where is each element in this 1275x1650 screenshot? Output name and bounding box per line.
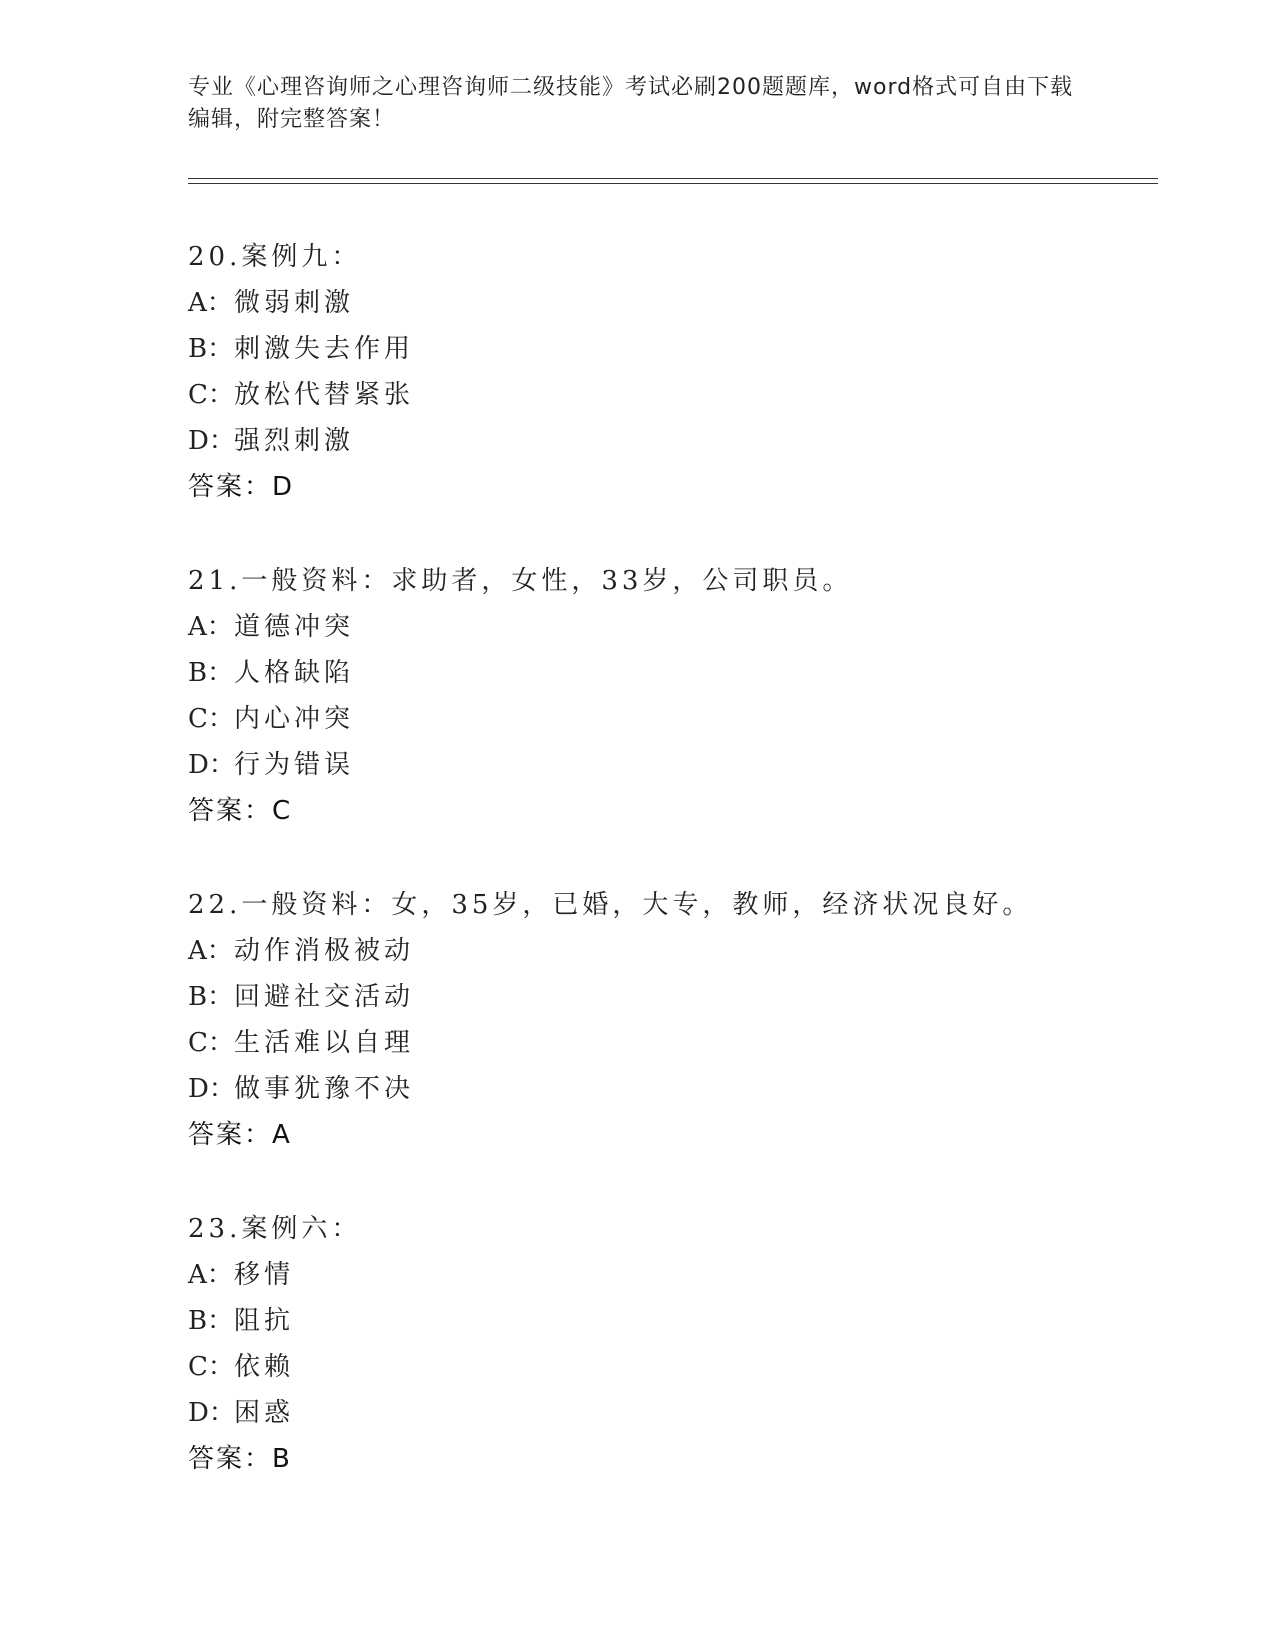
option-key: D： [188,426,235,456]
option-text: 行为错误 [234,750,355,780]
option-text: 道德冲突 [234,612,355,642]
option-c [188,696,1168,742]
answer-line: 答案：B [188,1444,292,1474]
option-text: 内心冲突 [234,704,355,734]
option-b [188,1298,1168,1344]
option-key: B： [188,1306,234,1336]
question-stem: 21.一般资料：求助者，女性，33岁，公司职员。 [188,566,853,596]
option-text: 阻抗 [234,1306,295,1336]
option-b [188,326,1168,372]
option-key: D： [188,1074,235,1104]
option-c [188,1344,1168,1390]
question-block [188,234,1168,510]
option-a [188,280,1168,326]
answer-line: 答案：C [188,796,293,826]
option-d [188,418,1168,464]
option-text: 依赖 [234,1352,295,1382]
option-text: 人格缺陷 [234,658,355,688]
option-key: A： [188,1260,233,1290]
option-d [188,1390,1168,1436]
option-text: 动作消极被动 [234,936,415,966]
question-stem: 23.案例六： [188,1214,362,1244]
option-text: 放松代替紧张 [234,380,415,410]
header-divider-bottom [188,183,1158,184]
question-block [188,882,1168,1158]
option-key: B： [188,658,234,688]
option-text: 移情 [234,1260,295,1290]
option-text: 生活难以自理 [234,1028,415,1058]
option-b [188,650,1168,696]
option-d [188,742,1168,788]
option-c [188,372,1168,418]
option-key: C： [188,1028,234,1058]
question-list [188,234,1168,1530]
option-text: 刺激失去作用 [234,334,415,364]
option-key: B： [188,982,234,1012]
option-text: 强烈刺激 [234,426,355,456]
option-key: A： [188,612,233,642]
question-stem: 22.一般资料：女，35岁，已婚，大专，教师，经济状况良好。 [188,890,1033,920]
option-key: D： [188,1398,235,1428]
option-text: 困惑 [234,1398,295,1428]
option-key: A： [188,936,233,966]
question-block [188,558,1168,834]
option-a [188,1252,1168,1298]
question-stem: 20.案例九： [188,242,362,272]
option-text: 回避社交活动 [234,982,415,1012]
option-d [188,1066,1168,1112]
option-key: C： [188,704,234,734]
header-divider-top [188,178,1158,179]
option-key: A： [188,288,233,318]
option-c [188,1020,1168,1066]
option-b [188,974,1168,1020]
answer-line: 答案：A [188,1120,292,1150]
option-key: D： [188,750,235,780]
option-key: C： [188,1352,234,1382]
option-key: C： [188,380,234,410]
document-header: 专业《心理咨询师之心理咨询师二级技能》考试必刷200题题库，word格式可自由下载编辑，附完整答案！ [188,75,1074,132]
answer-line: 答案：D [188,472,295,502]
option-a [188,928,1168,974]
option-key: B： [188,334,234,364]
option-text: 做事犹豫不决 [234,1074,415,1104]
option-text: 微弱刺激 [234,288,355,318]
question-block [188,1206,1168,1482]
option-a [188,604,1168,650]
